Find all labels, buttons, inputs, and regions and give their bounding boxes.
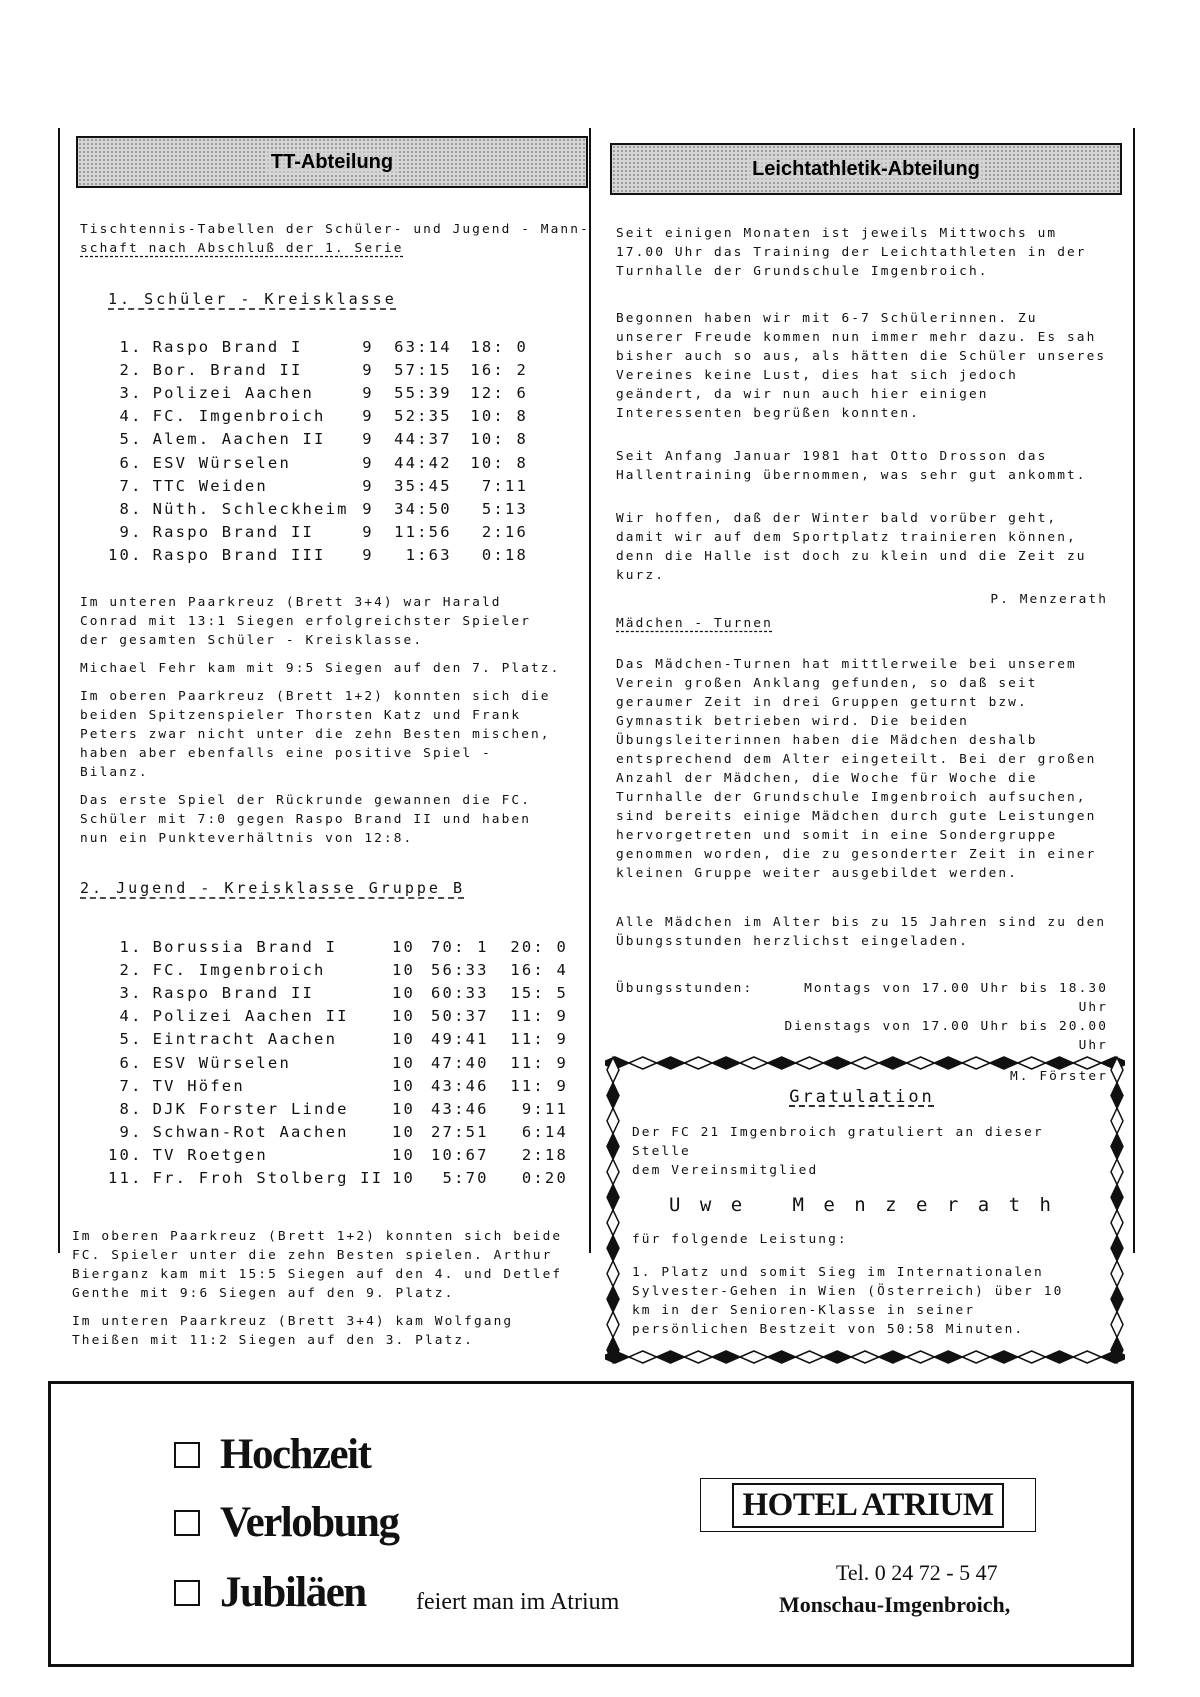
border-diamond bbox=[1111, 1083, 1123, 1108]
rank-cell: 3. bbox=[119, 983, 143, 1002]
maedchen-heading: Mädchen - Turnen bbox=[616, 616, 773, 631]
table-row bbox=[108, 935, 568, 958]
points-cell: 44:37 bbox=[394, 430, 452, 449]
border-diamond bbox=[607, 1235, 619, 1260]
games-cell: 9 bbox=[362, 476, 374, 495]
jugend-league-table bbox=[108, 935, 568, 1190]
rank-cell: 3. bbox=[119, 383, 143, 402]
border-diamond bbox=[1018, 1057, 1046, 1069]
la-signature: P. Menzerath bbox=[990, 592, 1108, 607]
points-cell: 57:15 bbox=[394, 360, 452, 379]
border-diamond bbox=[740, 1057, 768, 1069]
games-cell: 10 bbox=[392, 1076, 416, 1095]
rank-cell: 7. bbox=[119, 1076, 143, 1095]
score-cell: 0:18 bbox=[481, 546, 528, 565]
rank-cell: 6. bbox=[119, 453, 143, 472]
score-cell: 20: 0 bbox=[510, 937, 568, 956]
maedchen-text bbox=[616, 614, 1108, 1086]
border-diamond bbox=[1046, 1057, 1074, 1069]
rank-cell: 5. bbox=[119, 1030, 143, 1049]
gratulation-leistung: für folgende Leistung: bbox=[632, 1232, 848, 1247]
rank-cell: 1. bbox=[119, 937, 143, 956]
border-diamond bbox=[1111, 1185, 1123, 1210]
rank-cell: 10. bbox=[108, 546, 143, 565]
jugend-paragraph-2: Im unteren Paarkreuz (Brett 3+4) kam Wolfgang Theißen mit 11:2 Siegen auf den 3. Platz. bbox=[72, 1314, 514, 1348]
hotel-phone: Tel. 0 24 72 - 5 47 bbox=[836, 1560, 998, 1585]
right-column-rule bbox=[1133, 128, 1135, 1253]
border-diamond bbox=[768, 1057, 796, 1069]
score-cell: 18: 0 bbox=[470, 337, 528, 356]
points-cell: 47:40 bbox=[431, 1053, 489, 1072]
border-diamond bbox=[907, 1351, 935, 1363]
hours-monday: Montags von 17.00 Uhr bis 18.30 Uhr bbox=[804, 981, 1108, 1015]
team-cell: Fr. Froh Stolberg II bbox=[152, 1169, 384, 1188]
score-cell: 12: 6 bbox=[470, 383, 528, 402]
team-cell: TV Höfen bbox=[152, 1076, 245, 1095]
games-cell: 9 bbox=[362, 546, 374, 565]
schueler-paragraph-1: Im unteren Paarkreuz (Brett 3+4) war Harald Conrad mit 13:1 Siegen erfolgreichster Spieler der gesamten Schüler - Kreisklasse. bbox=[80, 595, 532, 648]
points-cell: 70: 1 bbox=[431, 937, 489, 956]
border-diamond bbox=[934, 1057, 962, 1069]
table-row bbox=[108, 981, 568, 1004]
hotel-name-inner bbox=[732, 1483, 1003, 1528]
border-diamond bbox=[607, 1286, 619, 1311]
table-row bbox=[108, 521, 528, 544]
points-cell: 5:70 bbox=[442, 1169, 489, 1188]
hours-label: Übungsstunden: bbox=[616, 981, 754, 996]
border-diamond bbox=[823, 1351, 851, 1363]
table-row bbox=[108, 1097, 568, 1120]
table-row bbox=[108, 474, 528, 497]
games-cell: 9 bbox=[362, 453, 374, 472]
table-row bbox=[108, 428, 528, 451]
rank-cell: 9. bbox=[119, 1123, 143, 1142]
border-diamond bbox=[684, 1057, 712, 1069]
points-cell: 52:35 bbox=[394, 407, 452, 426]
table-row bbox=[108, 1051, 568, 1074]
border-diamond bbox=[607, 1210, 619, 1235]
border-diamond bbox=[990, 1351, 1018, 1363]
score-cell: 10: 8 bbox=[470, 407, 528, 426]
border-diamond bbox=[1111, 1134, 1123, 1159]
hotel-name: HOTEL ATRIUM bbox=[742, 1486, 994, 1523]
border-diamond bbox=[1018, 1351, 1046, 1363]
score-cell: 0:20 bbox=[521, 1169, 568, 1188]
gratulation-title: Gratulation bbox=[789, 1087, 935, 1107]
games-cell: 9 bbox=[362, 523, 374, 542]
hotel-city: Monschau-Imgenbroich, bbox=[779, 1592, 1011, 1617]
team-cell: Polizei Aachen II bbox=[152, 1007, 349, 1026]
team-cell: FC. Imgenbroich bbox=[152, 407, 326, 426]
score-cell: 16: 2 bbox=[470, 360, 528, 379]
border-diamond bbox=[1111, 1108, 1123, 1133]
points-cell: 49:41 bbox=[431, 1030, 489, 1049]
border-diamond bbox=[851, 1351, 879, 1363]
points-cell: 56:33 bbox=[431, 960, 489, 979]
gratulation-content bbox=[632, 1088, 1092, 1339]
rank-cell: 2. bbox=[119, 360, 143, 379]
team-cell: TTC Weiden bbox=[152, 476, 268, 495]
checkbox-icon bbox=[174, 1442, 200, 1468]
points-cell: 27:51 bbox=[431, 1123, 489, 1142]
rank-cell: 10. bbox=[108, 1146, 143, 1165]
maedchen-paragraph-2: Alle Mädchen im Alter bis zu 15 Jahren sind zu den Übungsstunden herzlichst eingeladen. bbox=[616, 915, 1107, 949]
border-diamond bbox=[607, 1134, 619, 1159]
rank-cell: 4. bbox=[119, 407, 143, 426]
ad-item-verlobung-label: Verlobung bbox=[220, 1499, 399, 1546]
ad-tagline: feiert man im Atrium bbox=[416, 1589, 620, 1615]
table-row bbox=[108, 958, 568, 981]
hotel-name-box bbox=[700, 1478, 1036, 1532]
points-cell: 43:46 bbox=[431, 1076, 489, 1095]
table-row bbox=[108, 1028, 568, 1051]
la-text bbox=[616, 224, 1108, 609]
ad-item-verlobung bbox=[174, 1498, 398, 1547]
points-cell: 63:14 bbox=[394, 337, 452, 356]
schueler-text bbox=[80, 593, 570, 848]
gratulation-line-2: dem Vereinsmitglied bbox=[632, 1163, 819, 1178]
points-cell: 34:50 bbox=[394, 499, 452, 518]
border-diamond bbox=[1046, 1351, 1074, 1363]
ad-item-hochzeit bbox=[174, 1430, 370, 1479]
border-diamond bbox=[1111, 1286, 1123, 1311]
table-row bbox=[108, 1144, 568, 1167]
border-diamond bbox=[607, 1261, 619, 1286]
score-cell: 11: 9 bbox=[510, 1076, 568, 1095]
points-cell: 10:67 bbox=[431, 1146, 489, 1165]
la-paragraph-2: Begonnen haben wir mit 6-7 Schülerinnen. Zu unserer Freude kommen nun immer mehr dazu. Es sah bisher auch so aus, als hätten die Schüler unseres Vereines keine Lust, dies hat sich jedoch geändert, da wir nun auch hier einigen Interessenten begrüßen konnten. bbox=[616, 311, 1107, 421]
games-cell: 10 bbox=[392, 937, 416, 956]
points-cell: 50:37 bbox=[431, 1007, 489, 1026]
gratulation-name: U w e M e n z e r a t h bbox=[669, 1194, 1055, 1216]
border-diamond bbox=[607, 1312, 619, 1337]
games-cell: 10 bbox=[392, 1053, 416, 1072]
rank-cell: 8. bbox=[119, 499, 143, 518]
border-diamond bbox=[768, 1351, 796, 1363]
score-cell: 7:11 bbox=[481, 476, 528, 495]
la-banner bbox=[610, 143, 1122, 195]
border-diamond bbox=[879, 1057, 907, 1069]
schueler-heading: 1. Schüler - Kreisklasse bbox=[108, 290, 397, 308]
border-diamond bbox=[1111, 1235, 1123, 1260]
team-cell: Raspo Brand II bbox=[152, 983, 315, 1002]
border-diamond bbox=[607, 1108, 619, 1133]
games-cell: 9 bbox=[362, 383, 374, 402]
border-diamond bbox=[1073, 1351, 1101, 1363]
schueler-paragraph-3: Im oberen Paarkreuz (Brett 1+2) konnten sich die beiden Spitzenspieler Thorsten Katz und Frank Peters zwar nicht unter die zehn Besten mischen, haben aber ebenfalls eine positive Spiel - Bilanz. bbox=[80, 689, 551, 780]
border-diamond bbox=[607, 1185, 619, 1210]
games-cell: 10 bbox=[392, 1007, 416, 1026]
games-cell: 10 bbox=[392, 1030, 416, 1049]
team-cell: Nüth. Schleckheim bbox=[152, 499, 349, 518]
maedchen-hours bbox=[616, 979, 1108, 1055]
hours-tuesday: Dienstags von 17.00 Uhr bis 20.00 Uhr bbox=[784, 1019, 1108, 1053]
score-cell: 10: 8 bbox=[470, 453, 528, 472]
checkbox-icon bbox=[174, 1580, 200, 1606]
games-cell: 10 bbox=[392, 1099, 416, 1118]
rank-cell: 7. bbox=[119, 476, 143, 495]
table-row bbox=[108, 1121, 568, 1144]
border-diamond bbox=[990, 1057, 1018, 1069]
table-row bbox=[108, 381, 528, 404]
games-cell: 9 bbox=[362, 360, 374, 379]
team-cell: ESV Würselen bbox=[152, 453, 291, 472]
border-diamond bbox=[934, 1351, 962, 1363]
score-cell: 5:13 bbox=[481, 499, 528, 518]
points-cell: 11:56 bbox=[394, 523, 452, 542]
team-cell: DJK Forster Linde bbox=[152, 1099, 349, 1118]
table-row bbox=[108, 358, 528, 381]
border-diamond bbox=[851, 1057, 879, 1069]
border-diamond bbox=[1111, 1159, 1123, 1184]
border-diamond bbox=[657, 1351, 685, 1363]
games-cell: 9 bbox=[362, 407, 374, 426]
la-paragraph-4: Wir hoffen, daß der Winter bald vorüber geht, damit wir auf dem Sportplatz trainieren können, denn die Halle ist doch zu klein und die Zeit zu kurz. bbox=[616, 511, 1087, 583]
border-diamond bbox=[712, 1351, 740, 1363]
score-cell: 11: 9 bbox=[510, 1007, 568, 1026]
border-diamond bbox=[1111, 1261, 1123, 1286]
border-diamond bbox=[796, 1351, 824, 1363]
la-paragraph-3: Seit Anfang Januar 1981 hat Otto Drosson das Hallentraining übernommen, was sehr gut ankommt. bbox=[616, 449, 1087, 483]
ad-item-jubilaeen-label: Jubiläen bbox=[220, 1569, 366, 1616]
gratulation-line-1: Der FC 21 Imgenbroich gratuliert an dieser Stelle bbox=[632, 1125, 1044, 1159]
table-row bbox=[108, 1167, 568, 1190]
table-row bbox=[108, 1074, 568, 1097]
score-cell: 10: 8 bbox=[470, 430, 528, 449]
gratulation-text: 1. Platz und somit Sieg im Internationalen Sylvester-Gehen in Wien (Österreich) über 10 km in der Senioren-Klasse in seiner persönlichen Bestzeit von 50:58 Minuten. bbox=[632, 1265, 1064, 1337]
border-diamond bbox=[907, 1057, 935, 1069]
border-diamond bbox=[1073, 1057, 1101, 1069]
games-cell: 9 bbox=[362, 337, 374, 356]
ad-item-hochzeit-label: Hochzeit bbox=[220, 1431, 371, 1478]
border-diamond bbox=[607, 1083, 619, 1108]
rank-cell: 11. bbox=[108, 1169, 143, 1188]
team-cell: Raspo Brand II bbox=[152, 523, 315, 542]
table-row bbox=[108, 1005, 568, 1028]
team-cell: Raspo Brand III bbox=[152, 546, 326, 565]
team-cell: Raspo Brand I bbox=[152, 337, 303, 356]
team-cell: Eintracht Aachen bbox=[152, 1030, 338, 1049]
checkbox-icon bbox=[174, 1510, 200, 1536]
games-cell: 10 bbox=[392, 1146, 416, 1165]
jugend-heading: 2. Jugend - Kreisklasse Gruppe B bbox=[80, 879, 465, 897]
schueler-paragraph-4: Das erste Spiel der Rückrunde gewannen die FC. Schüler mit 7:0 gegen Raspo Brand II und haben nun ein Punkteverhältnis von 12:8. bbox=[80, 793, 532, 846]
rank-cell: 8. bbox=[119, 1099, 143, 1118]
tt-intro-line2: schaft nach Abschluß der 1. Serie bbox=[80, 241, 404, 256]
rank-cell: 5. bbox=[119, 430, 143, 449]
rank-cell: 4. bbox=[119, 1007, 143, 1026]
border-diamond bbox=[657, 1057, 685, 1069]
border-diamond bbox=[740, 1351, 768, 1363]
border-diamond bbox=[879, 1351, 907, 1363]
games-cell: 10 bbox=[392, 983, 416, 1002]
games-cell: 9 bbox=[362, 430, 374, 449]
score-cell: 9:11 bbox=[521, 1099, 568, 1118]
table-row bbox=[108, 451, 528, 474]
border-diamond bbox=[1111, 1312, 1123, 1337]
team-cell: Bor. Brand II bbox=[152, 360, 303, 379]
border-diamond bbox=[684, 1351, 712, 1363]
score-cell: 15: 5 bbox=[510, 983, 568, 1002]
table-row bbox=[108, 544, 528, 567]
score-cell: 6:14 bbox=[521, 1123, 568, 1142]
jugend-paragraph-1: Im oberen Paarkreuz (Brett 1+2) konnten sich beide FC. Spieler unter die zehn Besten spielen. Arthur Bierganz kam mit 15:5 Siegen auf den 4. und Detlef Genthe mit 9:6 Siegen auf den 9. Platz. bbox=[72, 1229, 563, 1301]
score-cell: 16: 4 bbox=[510, 960, 568, 979]
team-cell: Borussia Brand I bbox=[152, 937, 338, 956]
points-cell: 60:33 bbox=[431, 983, 489, 1002]
border-diamond bbox=[629, 1057, 657, 1069]
tt-title: TT-Abteilung bbox=[267, 151, 397, 174]
middle-column-rule bbox=[589, 128, 591, 1253]
points-cell: 1:63 bbox=[405, 546, 452, 565]
points-cell: 35:45 bbox=[394, 476, 452, 495]
team-cell: Schwan-Rot Aachen bbox=[152, 1123, 349, 1142]
team-cell: TV Roetgen bbox=[152, 1146, 268, 1165]
score-cell: 2:16 bbox=[481, 523, 528, 542]
border-diamond bbox=[962, 1351, 990, 1363]
team-cell: ESV Würselen bbox=[152, 1053, 291, 1072]
left-column-rule bbox=[58, 128, 60, 1253]
rank-cell: 2. bbox=[119, 960, 143, 979]
jugend-text bbox=[72, 1227, 570, 1350]
border-diamond bbox=[796, 1057, 824, 1069]
ad-item-jubilaeen bbox=[174, 1568, 366, 1617]
table-row bbox=[108, 335, 528, 358]
points-cell: 44:42 bbox=[394, 453, 452, 472]
border-diamond bbox=[823, 1057, 851, 1069]
rank-cell: 6. bbox=[119, 1053, 143, 1072]
border-diamond bbox=[1111, 1210, 1123, 1235]
border-diamond bbox=[962, 1057, 990, 1069]
tt-intro-line1: Tischtennis-Tabellen der Schüler- und Jugend - Mann- bbox=[80, 222, 590, 237]
la-title: Leichtathletik-Abteilung bbox=[748, 158, 984, 181]
score-cell: 11: 9 bbox=[510, 1053, 568, 1072]
games-cell: 10 bbox=[392, 1123, 416, 1142]
score-cell: 11: 9 bbox=[510, 1030, 568, 1049]
border-diamond bbox=[629, 1351, 657, 1363]
team-cell: Alem. Aachen II bbox=[152, 430, 326, 449]
maedchen-signature: M. Förster bbox=[1009, 1069, 1108, 1084]
games-cell: 9 bbox=[362, 499, 374, 518]
score-cell: 2:18 bbox=[521, 1146, 568, 1165]
la-paragraph-1: Seit einigen Monaten ist jeweils Mittwochs um 17.00 Uhr das Training der Leichtathleten in der Turnhalle der Grundschule Imgenbroich. bbox=[616, 226, 1087, 279]
games-cell: 10 bbox=[392, 1169, 416, 1188]
table-row bbox=[108, 405, 528, 428]
tt-intro bbox=[80, 220, 600, 258]
team-cell: Polizei Aachen bbox=[152, 383, 315, 402]
schueler-paragraph-2: Michael Fehr kam mit 9:5 Siegen auf den 7. Platz. bbox=[80, 661, 561, 676]
schueler-league-table bbox=[108, 335, 528, 567]
points-cell: 55:39 bbox=[394, 383, 452, 402]
team-cell: FC. Imgenbroich bbox=[152, 960, 326, 979]
border-diamond bbox=[712, 1057, 740, 1069]
table-row bbox=[108, 497, 528, 520]
games-cell: 10 bbox=[392, 960, 416, 979]
points-cell: 43:46 bbox=[431, 1099, 489, 1118]
tt-banner bbox=[76, 136, 588, 188]
rank-cell: 1. bbox=[119, 337, 143, 356]
rank-cell: 9. bbox=[119, 523, 143, 542]
maedchen-paragraph-1: Das Mädchen-Turnen hat mittlerweile bei unserem Verein großen Anklang gefunden, so daß seit geraumer Zeit in drei Gruppen geturnt bzw. Gymnastik betrieben wird. Die beiden Übungsleiterinnen haben die Mädchen deshalb entsprechend dem Alter eingeteilt. Bei der großen Anzahl der Mädchen, die Woche für Woche die Turnhalle der Grundschule Imgenbroich aufsuchen, sind bereits einige Mädchen durch gute Leistungen hervorgetreten und somit in eine Sondergruppe genommen worden, die zu gesonderter Zeit in einer kleinen Gruppe weiter ausgebildet werden. bbox=[616, 657, 1097, 881]
border-diamond bbox=[607, 1159, 619, 1184]
